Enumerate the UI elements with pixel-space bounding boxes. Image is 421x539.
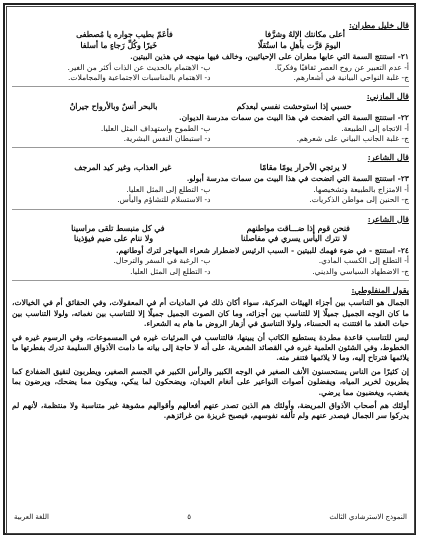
option-d[interactable]: د- التطلع إلى المثل العليا. — [130, 266, 211, 276]
passage-paragraph: ليس للتناسب قاعدة مطردة يستطيع الكاتب أن يبينها، فالتناسب في المرئيات غيره في المسموعات، وفي الرسوم غيره في الخطوط، وفي الشئون العلمية غيره في القصائد الشعرية، على أنه لا حاجة إلى بيانه ما دامت الأذواق السليمة تدرك بفطرتها ما يلائمها فترتاح إليه، وما لا يلائمها فتنفر منه. — [12, 332, 409, 363]
verse-line — [12, 163, 409, 173]
option-a[interactable]: أ- الاتجاه إلى الطبيعة. — [341, 123, 409, 133]
divider — [12, 147, 409, 148]
page-footer — [14, 513, 407, 521]
passage-paragraph: أولئك هم أصحاب الأذواق المريضة، وأولئك هم الذين تصدر عنهم أفعالهم وأقوالهم مشوهة غير متناسبة ولا منتظمة، لأنهم لم يدركوا سر الجمال فيصدر عنهم ولم تألفه نفوسهم، فيصبح غريزة من غرائزهم. — [12, 401, 409, 421]
question-text: ٢٤- استنتج - في ضوء فهمك للبيتين - السبب الرئيس لاضطرار شعراء المهاجر لترك أوطانهم. — [115, 245, 409, 255]
verse-hemistich: ولا ننام على ضيم فيؤذينا — [73, 234, 154, 244]
verse-hemistich: حسبي إذا استوحشت نفسي لبعدكم — [236, 101, 352, 111]
option-a[interactable]: أ- عدم التعبير عن روح العصر ثقافيًا وفكريًا. — [274, 62, 409, 72]
section-title: قال المازني: — [366, 91, 409, 102]
verse-hemistich: في كل منبسط تلقى مراسينا — [71, 223, 165, 233]
options-list — [12, 124, 409, 145]
section-mutran — [12, 20, 409, 83]
section-mazini — [12, 91, 409, 144]
section-title: قال الشاعر: — [367, 213, 409, 224]
section-apollo — [12, 152, 409, 205]
verse-hemistich: لا نترك اليأس يسري في مفاصلنا — [240, 234, 348, 244]
option-b[interactable]: ب- الطموح واستهداف المثل العليا. — [100, 123, 211, 133]
option-c[interactable]: ج- غلبة الجانب البياني على شعرهم. — [296, 134, 409, 144]
question-text: ٢٣- استنتج السمة التي اتضحت في هذا البيت من سمات مدرسة أبولو. — [186, 174, 409, 184]
verse-hemistich: لا يرتجي الأحرار يومًا مقامًا — [259, 162, 347, 172]
verse-hemistich: اليومَ قرَّت بأهلِ ما استُقلّا — [257, 40, 341, 50]
option-c[interactable]: ج- الحنين إلى مواطن الذكريات. — [309, 195, 409, 205]
options-list — [12, 63, 409, 84]
verse-line — [12, 234, 409, 244]
verse-line — [12, 30, 409, 40]
page-number: ٥ — [187, 513, 192, 521]
section-mahjar — [12, 214, 409, 277]
prose-passage — [12, 285, 409, 422]
footer-exam-name: النموذج الاسترشادي الثالث — [329, 513, 407, 521]
option-c[interactable]: ج- الاضطهاد السياسي والديني. — [312, 266, 409, 276]
verse-line — [12, 102, 409, 112]
verse-hemistich: خَيرًا وكُلِّ رَجاءٍ ما أسلفا — [80, 40, 158, 50]
divider — [12, 209, 409, 210]
section-title: قال الشاعر: — [367, 152, 409, 163]
question-text: ٢٢- استنتج السمة التي اتضحت في هذا البيت من سمات مدرسة الديوان. — [178, 113, 409, 123]
option-b[interactable]: ب- الرغبة في السفر والترحال. — [113, 256, 211, 266]
verse-line — [12, 224, 409, 234]
option-b[interactable]: ب- التطلع إلى المثل العليا. — [126, 184, 211, 194]
option-c[interactable]: ج- غلبة النواحي البيانية في أشعارهم. — [293, 73, 409, 83]
divider — [12, 280, 409, 281]
options-list — [12, 185, 409, 206]
footer-subject: اللغة العربية — [14, 513, 49, 521]
option-a[interactable]: أ- التطلع إلى الكسب المادي. — [318, 256, 409, 266]
option-d[interactable]: د- استبطان النفس البشرية. — [123, 134, 211, 144]
verse-hemistich: غير العذاب، وغير كيد المرجف — [74, 162, 172, 172]
passage-paragraph: الجمال هو التناسب بين أجزاء الهيئات المركبة، سواء أكان ذلك في الماديات أم في المعقولات، وفي الحقائق أم في الخيالات، ما كان الوجه الجميل جميلًا إلا للتناسب بين أجزائه، وما كان الصوت الجميل جميلًا إلا للتناسب بين نغماته، ولولا التناسب بين حبات العقد ما افتتنت به الحسناء، ولولا التناسق في أزهار الروض ما هام به الشعراء. — [12, 298, 409, 329]
option-d[interactable]: د- الاهتمام بالمناسبات الاجتماعية والمجاملات. — [68, 73, 211, 83]
option-d[interactable]: د- الاستسلام للتشاؤم واليأس. — [117, 195, 211, 205]
passage-title: يقول المنفلوطي: — [351, 284, 409, 295]
question-text: ٢١- استنتج السمة التي عابها مطران على الإحيائيين، وخالف فيها منهجه في هذين البيتين. — [130, 52, 409, 62]
divider — [12, 86, 409, 87]
section-title: قال خليل مطران: — [348, 20, 409, 30]
content — [12, 16, 409, 422]
option-b[interactable]: ب- الاهتمام بالحديث عن الذات أكثر من الغير. — [67, 62, 211, 72]
options-list — [12, 256, 409, 277]
verse-hemistich: فنحن قوم إذا ضـــاقت مواطنهم — [246, 223, 350, 233]
option-a[interactable]: أ- الامتزاج بالطبيعة وتشخيصها. — [313, 184, 409, 194]
passage-paragraph: إن كثيرًا من الناس يستحسنون الأنف الصغير في الوجه الكبير والرأس الكبير في الجسم الصغير، ويطربون لنقيق الضفادع كما يطربون لخرير المياه، ويفضلون أصوات النواعير على أنغام العيدان، ويضحكون لما يبكي، ويبكون مما يضحك، ويرضون بما يغضب، ويغضبون مما يرضي. — [12, 366, 409, 397]
verse-hemistich: فأعَمّ بطيب جواره يا مُصطفى — [76, 30, 173, 40]
verse-line — [12, 41, 409, 51]
verse-hemistich: بالبحر أنسٌ وبالأرواح جيرانُ — [69, 101, 158, 111]
verse-hemistich: أعلى مكانتك الإلهُ وشرَّفا — [265, 30, 345, 40]
